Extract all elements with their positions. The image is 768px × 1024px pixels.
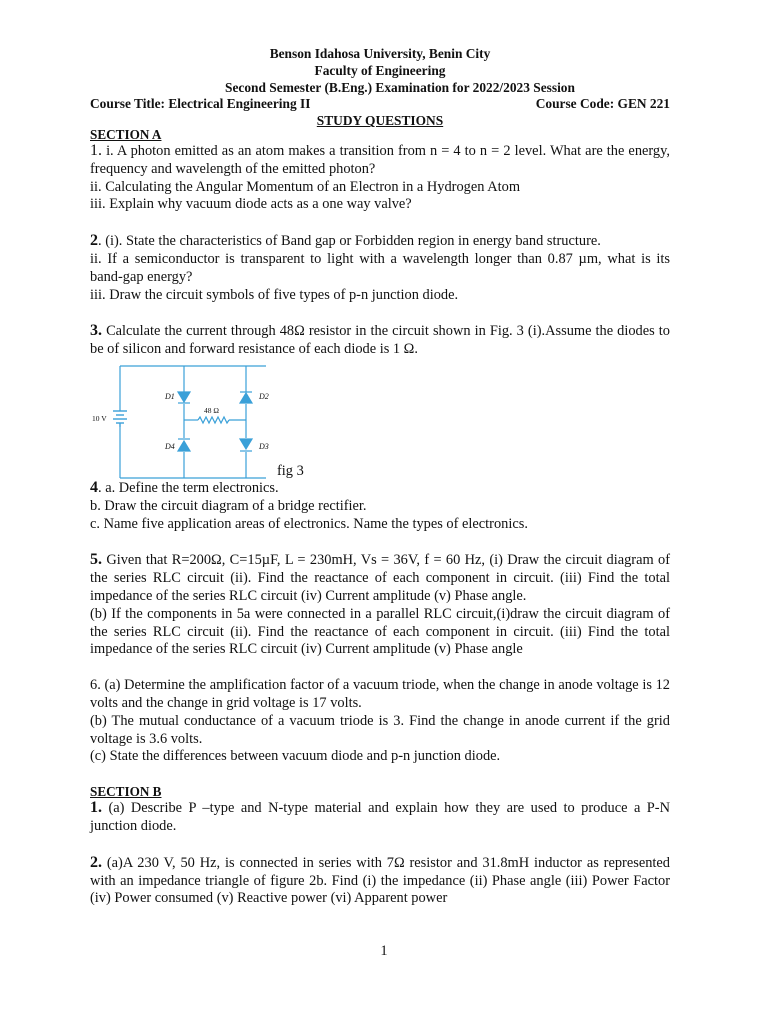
question-6b: (b) The mutual conductance of a vacuum triode is 3. Find the change in anode current if the grid voltage is 3.6 volts.	[90, 712, 670, 747]
label-d2: D2	[259, 391, 269, 401]
label-source: 10 V	[92, 413, 107, 423]
question-number: 4	[90, 478, 98, 496]
question-1c: iii. Explain why vacuum diode acts as a one way valve?	[90, 196, 412, 213]
exam-header	[90, 46, 670, 130]
section-b-question-1: 1. (a) Describe P –type and N-type material and explain how they are used to produce a P-N junction diode.	[90, 799, 670, 834]
question-4a: 4. a. Define the term electronics.	[90, 478, 279, 496]
course-title: Course Title: Electrical Engineering II	[90, 96, 311, 112]
label-d1: D1	[165, 391, 175, 401]
question-2c: iii. Draw the circuit symbols of five types of p-n junction diode.	[90, 286, 459, 303]
section-b-title: SECTION B	[90, 784, 162, 800]
question-number: 2	[90, 232, 98, 250]
bridge-circuit-diagram	[90, 363, 290, 481]
label-resistor: 48 Ω	[204, 405, 219, 415]
question-5b: (b) If the components in 5a were connected in a parallel RLC circuit,(i)draw the circuit diagram of the series RLC circuit (ii). Find the reactance of each component in circuit. (iii) Find the total impedance of the series RLC circuit (iv) Current amplitude (v) Phase angle	[90, 605, 670, 658]
diode-d2	[240, 392, 252, 403]
figure-3	[90, 359, 670, 479]
diode-d1	[178, 392, 190, 403]
question-3: 3. Calculate the current through 48Ω resistor in the circuit shown in Fig. 3 (i).Assume the diodes to be of silicon and forward resistance of each diode is 1 Ω.	[90, 322, 670, 358]
question-6c: (c) State the differences between vacuum diode and p-n junction diode.	[90, 748, 501, 765]
diode-d4	[178, 439, 190, 451]
question-1a: 1. i. A photon emitted as an atom makes a transition from n = 4 to n = 2 level. What are the energy, frequency and wavelength of the emitted photon?	[90, 142, 670, 177]
section-a-title: SECTION A	[90, 127, 162, 142]
university-name: Benson Idahosa University, Benin City	[269, 46, 491, 61]
question-2a: 2. (i). State the characteristics of Band gap or Forbidden region in energy band structure.	[90, 232, 601, 250]
question-number: 5.	[90, 551, 102, 569]
section-b-question-2: 2. (a)A 230 V, 50 Hz, is connected in series with 7Ω resistor and 31.8mH inductor as represented with an impedance triangle of figure 2b. Find (i) the impedance (ii) Phase angle (iii) Power Factor (iv) Power consumed (v) Reactive power (vi) Apparent power	[90, 853, 670, 907]
figure-caption: fig 3	[277, 462, 304, 479]
question-6a: 6. (a) Determine the amplification factor of a vacuum triode, when the change in anode voltage is 12 volts and the change in grid voltage is 17 volts.	[90, 677, 670, 711]
question-5a: 5. Given that R=200Ω, C=15µF, L = 230mH, Vs = 36V, f = 60 Hz, (i) Draw the circuit diagram of the series RLC circuit (ii). Find the reactance of each component in circuit. (iii) Find the total impedance of the series RLC circuit (iv) Current amplitude (v) Phase angle.	[90, 551, 670, 604]
question-2b: ii. If a semiconductor is transparent to light with a wavelength longer than 0.87 µm, what is its band-gap energy?	[90, 250, 670, 285]
question-number: 3.	[90, 322, 102, 340]
battery-symbol	[113, 411, 127, 427]
doc-title: STUDY QUESTIONS	[316, 113, 444, 129]
course-code: Course Code: GEN 221	[535, 96, 670, 112]
question-1b: ii. Calculating the Angular Momentum of an Electron in a Hydrogen Atom	[90, 178, 521, 195]
label-d3: D3	[259, 441, 269, 451]
course-row	[90, 96, 670, 113]
exam-session: Second Semester (B.Eng.) Examination for 2022/2023 Session	[225, 79, 575, 95]
page-number: 1	[380, 943, 388, 959]
question-number: 1.	[90, 799, 102, 817]
question-number: 1.	[90, 142, 102, 159]
question-4c: c. Name five application areas of electronics. Name the types of electronics.	[90, 515, 528, 532]
question-number: 2.	[90, 853, 102, 871]
label-d4: D4	[165, 441, 175, 451]
questions-body	[90, 127, 670, 908]
question-4b: b. Draw the circuit diagram of a bridge rectifier.	[90, 497, 367, 514]
diode-d3	[240, 439, 252, 451]
faculty-name: Faculty of Engineering	[314, 62, 446, 78]
circuit-wires	[120, 366, 266, 478]
